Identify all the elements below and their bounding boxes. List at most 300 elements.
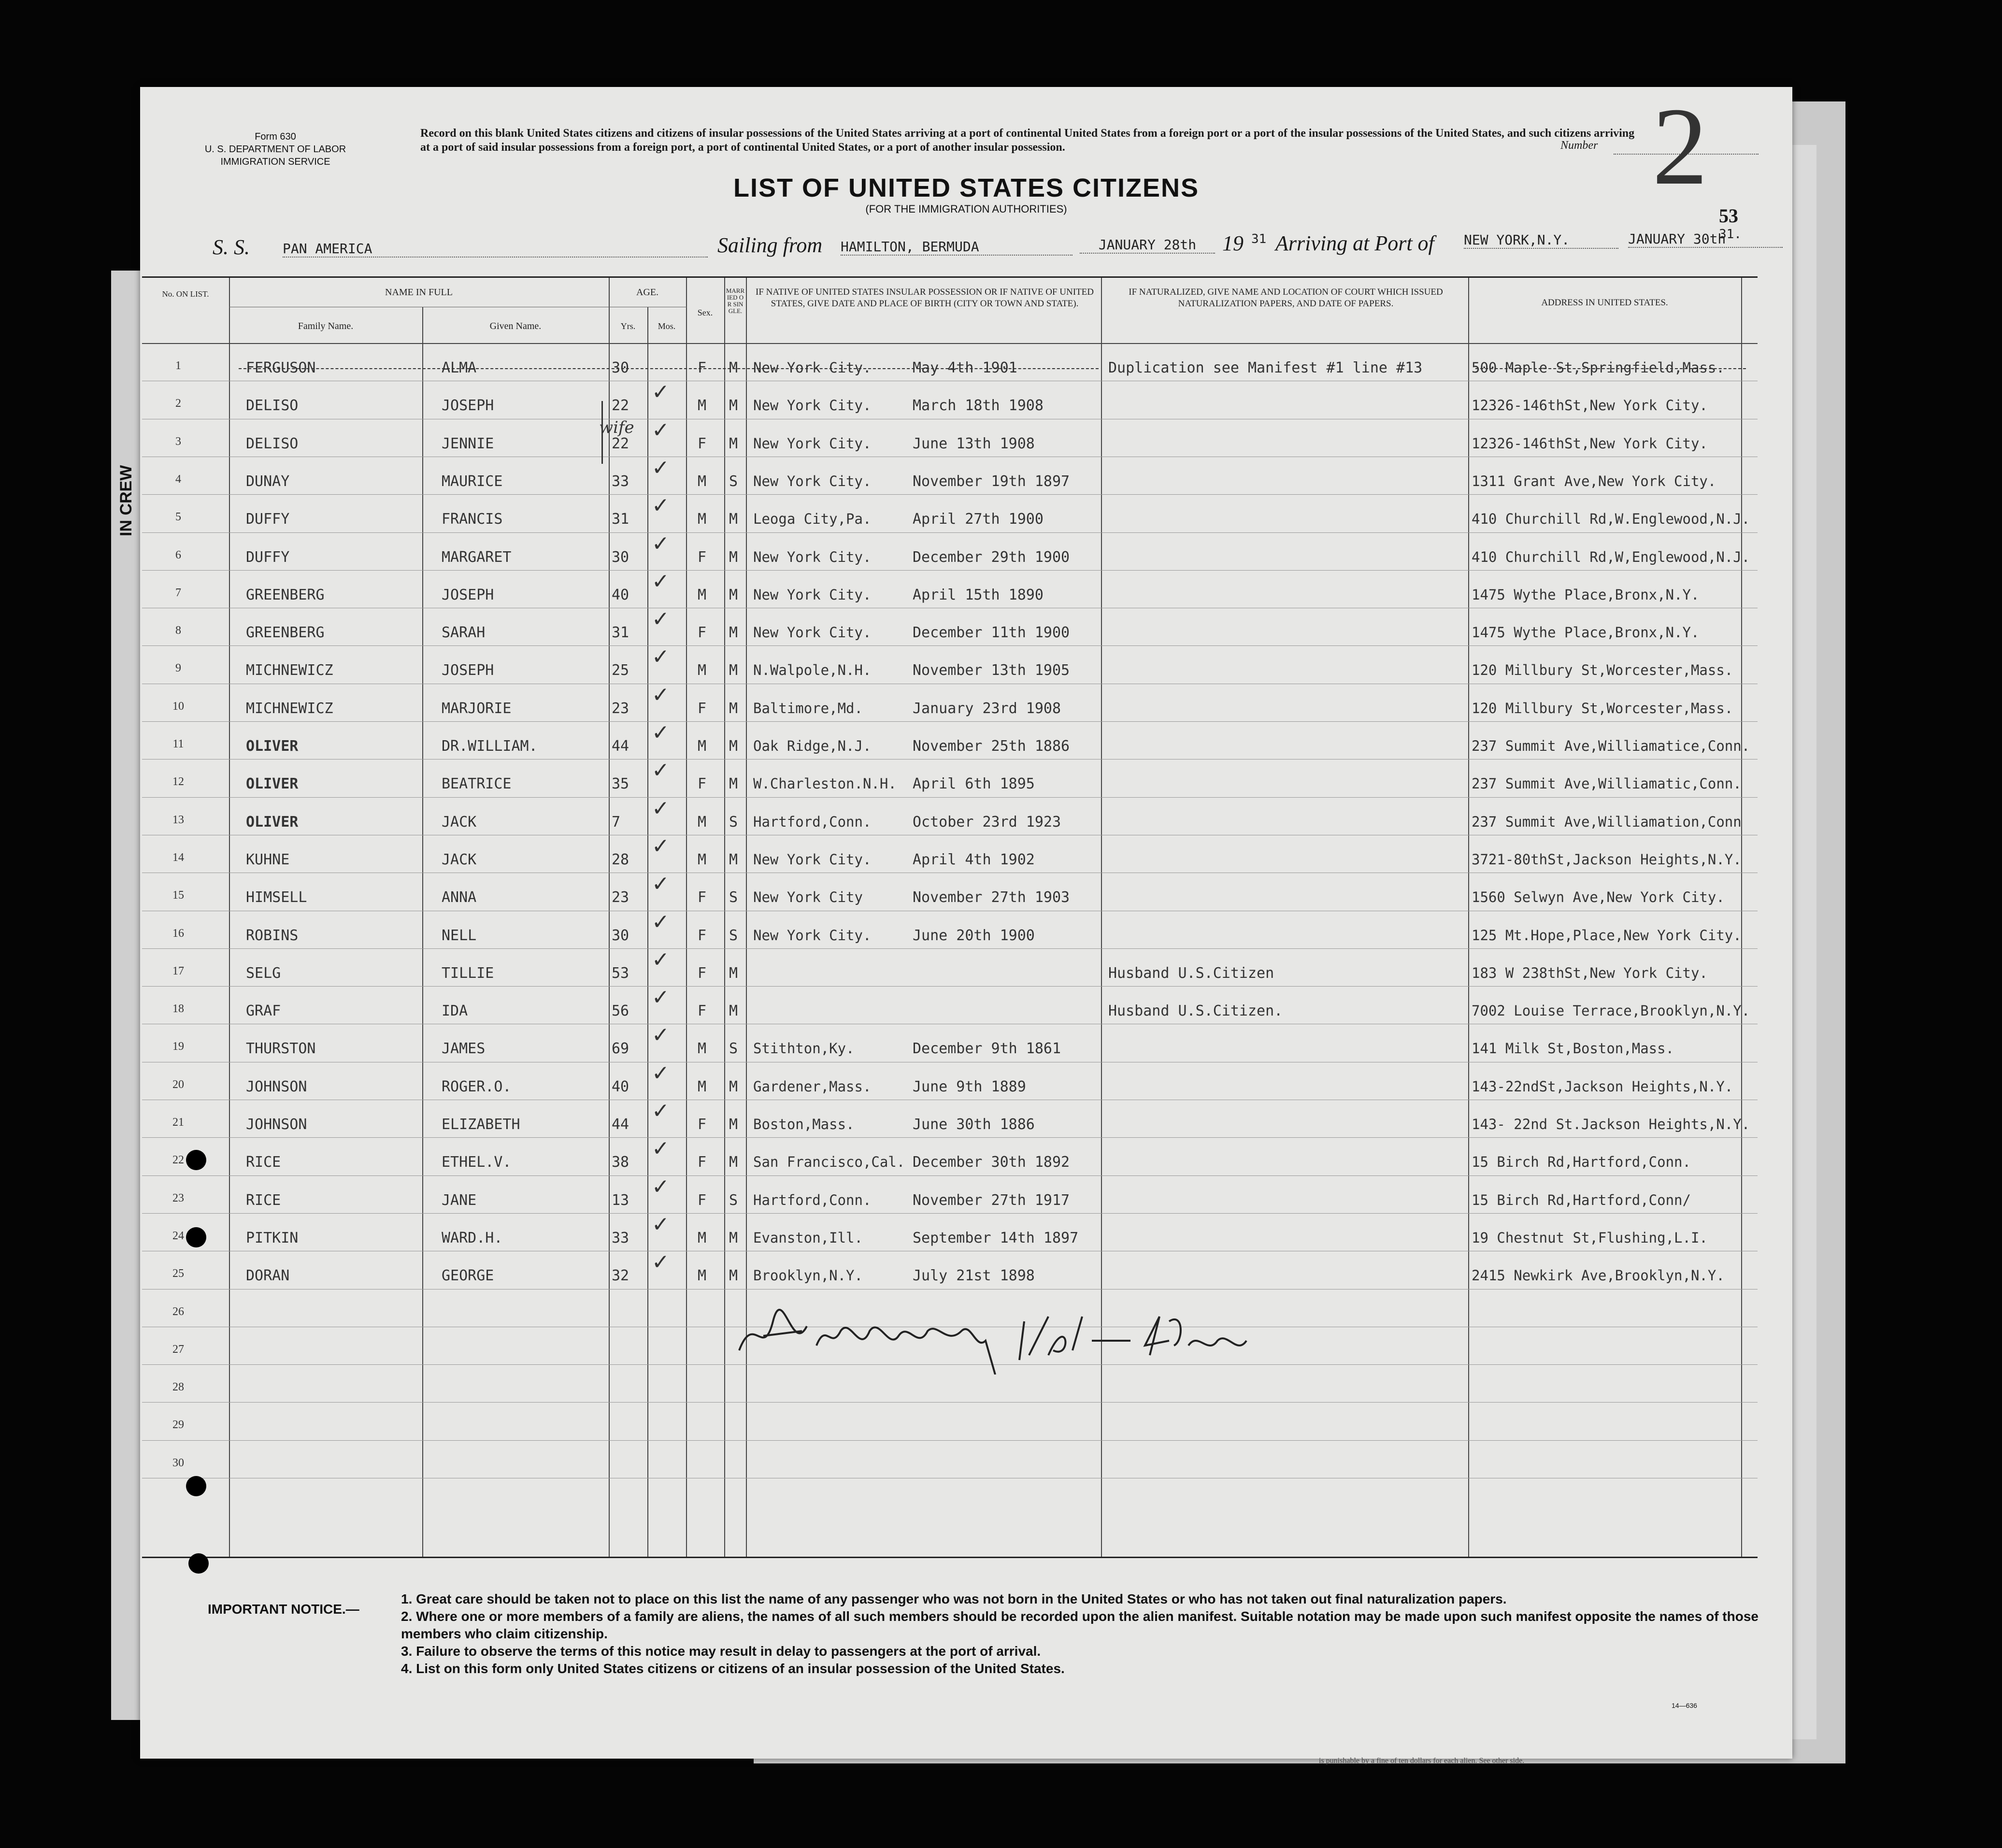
birth-date: April 27th 1900 [913,511,1044,528]
age-years: 23 [612,889,629,906]
age-years: 56 [612,1003,629,1020]
age-years: 33 [612,473,629,490]
birth-place: New York City. [753,397,872,414]
given-name: GEORGE [442,1267,494,1285]
row-number: 11 [172,738,184,750]
check-mark: ✓ [652,493,670,518]
family-name: GRAF [246,1003,281,1020]
notice-item-3: 3. Failure to observe the terms of this notice may result in delay to passengers at the port of arrival. [401,1644,1041,1659]
sex: F [698,1116,707,1133]
family-name: MICHNEWICZ [246,700,333,717]
birth-date: April 6th 1895 [913,775,1035,793]
row-rule [142,494,1758,495]
family-name: OLIVER [246,738,299,755]
row-number: 12 [172,775,184,788]
marital-status: M [729,964,738,982]
birth-date: January 23rd 1908 [913,700,1061,717]
check-mark: ✓ [652,380,670,405]
row-rule [142,1137,1758,1138]
row-number: 5 [175,511,181,524]
given-name: MARJORIE [442,700,512,717]
bracket-mark [601,401,606,464]
signature-text [734,1302,742,1303]
age-years: 30 [612,359,629,376]
col-married: MARRIED OR SINGLE. [726,287,745,315]
sex: M [698,397,707,415]
address: 12326-146thSt,New York City. [1472,397,1708,414]
marital-status: M [729,624,738,642]
age-years: 31 [612,511,629,528]
col-given-name: Given Name. [489,321,542,331]
sex: M [698,662,707,679]
birth-date: November 19th 1897 [913,473,1070,490]
birth-place: Evanston,Ill. [753,1229,863,1246]
age-years: 13 [612,1191,629,1209]
notice-item-1: 1. Great care should be taken not to place on this list the name of any passenger who was not born in the United States or who has not taken out final naturalization papers. [401,1591,1507,1606]
row-number: 20 [172,1078,184,1091]
row-number: 18 [172,1003,184,1016]
check-mark: ✓ [652,758,670,783]
given-name: JACK [442,851,477,868]
family-name: RICE [246,1191,281,1209]
row-number: 2 [175,397,181,410]
row-rule [142,570,1758,571]
ss-label: S. S. [213,235,250,259]
wife-note: wife [599,418,634,437]
check-mark: ✓ [652,796,670,821]
birth-place: San Francisco,Cal. [753,1154,905,1171]
row-number: 30 [172,1456,184,1469]
age-years: 40 [612,1078,629,1095]
signature-scribble [734,1302,1266,1375]
marital-status: M [729,1229,738,1246]
row-number: 14 [172,851,184,864]
notice-list [401,1590,1783,1677]
family-name: DUFFY [246,548,290,566]
family-name: KUHNE [246,851,290,868]
col-sex: Sex. [697,308,713,317]
sailing-date: JANUARY 28th [1080,237,1215,254]
arriving-label: Arriving at Port of [1275,231,1434,255]
birth-place: Baltimore,Md. [753,700,863,716]
age-years: 25 [612,662,629,679]
given-name: ALMA [442,359,477,376]
sailing-year: 31 [1251,232,1267,246]
family-name: DELISO [246,435,299,452]
age-years: 28 [612,851,629,868]
birth-date: November 25th 1886 [913,738,1070,755]
family-name: ROBINS [246,927,299,944]
col-naturalized: IF NATURALIZED, GIVE NAME AND LOCATION OF COURT WHICH ISSUED NATURALIZATION PAPERS, AND DATE OF PAPERS. [1129,287,1443,309]
birth-date: June 20th 1900 [913,927,1035,944]
row-number: 25 [172,1267,184,1280]
row-number: 21 [172,1116,184,1129]
given-name: JOSEPH [442,586,494,603]
given-name: JENNIE [442,435,494,452]
address: 15 Birch Rd,Hartford,Conn/ [1472,1191,1691,1208]
age-years: 32 [612,1267,629,1285]
row-number: 6 [175,548,181,561]
col-name-in-full: NAME IN FULL [385,287,453,298]
check-mark: ✓ [652,607,670,632]
col-birth: IF NATIVE OF UNITED STATES INSULAR POSSESSION OR IF NATIVE OF UNITED STATES, GIVE DATE AND PLACE OF BIRTH (CITY OR TOWN AND STATE). [756,287,1094,309]
marital-status: S [729,1040,738,1058]
arrival-port: NEW YORK,N.Y. [1464,232,1618,249]
address: 19 Chestnut St,Flushing,L.I. [1472,1229,1708,1246]
strikethrough-line [1475,368,1746,369]
row-number: 4 [175,473,181,486]
punch-hole [186,1227,206,1247]
age-years: 69 [612,1040,629,1058]
sex: M [698,1040,707,1058]
given-name: JANE [442,1191,477,1209]
birth-date: December 29th 1900 [913,548,1070,566]
notice-heading: IMPORTANT NOTICE.— [208,1602,359,1617]
birth-place: W.Charleston.N.H. [753,775,897,792]
marital-status: M [729,1116,738,1133]
address: 3721-80thSt,Jackson Heights,N.Y. [1472,851,1742,868]
notice-item-2: 2. Where one or more members of a family are aliens, the names of all such members should be recorded upon the alien manifest. Suitable notation may be made upon such manifest opposite the names of those members who claim citizenship. [401,1609,1759,1641]
marital-status: S [729,927,738,944]
punch-hole [188,1553,209,1574]
sex: F [698,1003,707,1020]
row-number: 9 [175,662,181,675]
marital-status: M [729,1154,738,1171]
birth-place: New York City. [753,435,872,452]
birth-place: New York City. [753,586,872,603]
address: 1475 Wythe Place,Bronx,N.Y. [1472,586,1700,603]
given-name: TILLIE [442,964,494,982]
birth-date: December 11th 1900 [913,624,1070,642]
check-mark: ✓ [652,909,670,934]
address: 183 W 238thSt,New York City. [1472,964,1708,981]
check-mark: ✓ [652,682,670,707]
age-years: 35 [612,775,629,793]
birth-place: Gardener,Mass. [753,1078,872,1095]
row-rule [142,1440,1758,1441]
address: 1560 Selwyn Ave,New York City. [1472,889,1725,906]
row-number: 16 [172,927,184,940]
marital-status: M [729,397,738,415]
birth-date: October 23rd 1923 [913,813,1061,831]
family-name: PITKIN [246,1229,299,1246]
birth-place: Hartford,Conn. [753,813,872,830]
birth-date: November 13th 1905 [913,662,1070,679]
ship-name: PAN AMERICA [283,241,708,258]
manifest-page [140,85,1792,1765]
row-number: 24 [172,1229,184,1242]
check-mark: ✓ [652,455,670,480]
row-number: 22 [172,1154,184,1167]
given-name: MAURICE [442,473,503,490]
given-name: JOSEPH [442,662,494,679]
page-subtitle: (FOR THE IMMIGRATION AUTHORITIES) [865,203,1067,215]
row-rule [142,721,1758,722]
naturalization: Husband U.S.Citizen [1108,964,1274,982]
birth-date: April 15th 1890 [913,586,1044,603]
marital-status: M [729,1267,738,1285]
birth-date: May 4th 1901 [913,359,1017,376]
address: 143- 22nd St.Jackson Heights,N.Y. [1472,1116,1750,1132]
birth-date: June 30th 1886 [913,1116,1035,1133]
given-name: JAMES [442,1040,486,1058]
sex: F [698,624,707,642]
family-name: HIMSELL [246,889,307,906]
birth-place: New York City. [753,548,872,565]
check-mark: ✓ [652,1099,670,1123]
check-mark: ✓ [652,531,670,556]
naturalization: Husband U.S.Citizen. [1108,1003,1283,1020]
row-number: 8 [175,624,181,637]
given-name: ROGER.O. [442,1078,512,1095]
address: 15 Birch Rd,Hartford,Conn. [1472,1154,1691,1171]
address: 2415 Newkirk Ave,Brooklyn,N.Y. [1472,1267,1725,1284]
row-number: 1 [175,359,181,372]
row-number: 7 [175,586,181,599]
sex: M [698,473,707,490]
family-name: OLIVER [246,813,299,831]
birth-date: June 13th 1908 [913,435,1035,452]
marital-status: M [729,1003,738,1020]
row-rule [142,797,1758,798]
row-number: 13 [172,813,184,826]
sex: F [698,889,707,906]
address: 1311 Grant Ave,New York City. [1472,473,1716,489]
age-years: 31 [612,624,629,642]
marital-status: M [729,775,738,793]
marital-status: M [729,511,738,528]
notice-item-4: 4. List on this form only United States citizens or citizens of an insular possession of the United States. [401,1661,1065,1676]
address: 7002 Louise Terrace,Brooklyn,N.Y. [1472,1003,1750,1019]
family-name: JOHNSON [246,1116,307,1133]
address: 237 Summit Ave,Williamation,Conn [1472,813,1742,830]
family-name: FERGUSON [246,359,316,376]
family-name: DUNAY [246,473,290,490]
col-mos: Mos. [658,321,676,331]
birth-date: July 21st 1898 [913,1267,1035,1285]
sex: M [698,511,707,528]
row-number: 17 [172,964,184,977]
strikethrough-line [239,368,1099,369]
age-years: 22 [612,435,629,452]
family-name: DORAN [246,1267,290,1285]
family-name: GREENBERG [246,586,325,603]
row-rule [142,532,1758,533]
footer-text: is punishable by a fine of ten dollars for each alien. See other side. [1319,1757,1525,1765]
side-tab: IN CREW [117,465,135,536]
arrival-date: JANUARY 30th [1628,231,1783,248]
check-mark: ✓ [652,569,670,594]
age-years: 30 [612,548,629,566]
sex: M [698,1078,707,1095]
check-mark: ✓ [652,872,670,897]
birth-date: December 9th 1861 [913,1040,1061,1058]
check-mark: ✓ [652,985,670,1010]
check-mark: ✓ [652,645,670,670]
given-name: BEATRICE [442,775,512,793]
marital-status: M [729,738,738,755]
age-years: 38 [612,1154,629,1171]
family-name: SELG [246,964,281,982]
sailing-year-prefix: 19 [1222,231,1244,255]
sex: M [698,813,707,831]
inspector-signature [734,1302,1266,1376]
arrival-year: 31. [1719,227,1742,242]
address: 141 Milk St,Boston,Mass. [1472,1040,1674,1057]
marital-status: S [729,473,738,490]
check-mark: ✓ [652,1023,670,1048]
age-years: 7 [612,813,621,831]
row-rule [142,1213,1758,1214]
birth-place: New York City. [753,473,872,489]
marital-status: M [729,662,738,679]
check-mark: ✓ [652,1060,670,1086]
col-yrs: Yrs. [620,321,636,331]
birth-place: N.Walpole,N.H. [753,662,872,679]
address: 500 Maple St,Springfield,Mass. [1472,359,1725,376]
row-number: 15 [172,889,184,902]
col-family-name: Family Name. [298,321,354,331]
given-name: IDA [442,1003,468,1020]
sex: M [698,1267,707,1285]
sex: F [698,964,707,982]
number-label: Number [1560,139,1598,152]
check-mark: ✓ [652,1136,670,1161]
marital-status: S [729,813,738,831]
family-name: JOHNSON [246,1078,307,1095]
birth-date: December 30th 1892 [913,1154,1070,1171]
birth-place: Hartford,Conn. [753,1191,872,1208]
page-number: 53 [1719,205,1738,227]
punch-hole [186,1476,206,1496]
family-name: DUFFY [246,511,290,528]
age-years: 30 [612,927,629,944]
given-name: NELL [442,927,477,944]
given-name: SARAH [442,624,486,642]
family-name: THURSTON [246,1040,316,1058]
row-number: 23 [172,1191,184,1204]
row-number: 3 [175,435,181,448]
form-identifier: Form 630 U. S. DEPARTMENT OF LABOR IMMIGRATION SERVICE [204,131,346,167]
row-rule [142,948,1758,949]
marital-status: S [729,889,738,906]
age-years: 22 [612,397,629,415]
age-years: 44 [612,738,629,755]
marital-status: M [729,435,738,452]
age-years: 40 [612,586,629,603]
birth-place: Boston,Mass. [753,1116,855,1132]
check-mark: ✓ [652,1212,670,1237]
birth-date: March 18th 1908 [913,397,1044,415]
naturalization: Duplication see Manifest #1 line #13 [1108,359,1423,376]
given-name: ELIZABETH [442,1116,520,1133]
page-title: LIST OF UNITED STATES CITIZENS [733,173,1199,202]
birth-place: New York City [753,889,863,906]
given-name: JOSEPH [442,397,494,415]
given-name: JACK [442,813,477,831]
birth-date: November 27th 1903 [913,889,1070,906]
row-rule [142,1402,1758,1403]
age-years: 53 [612,964,629,982]
list-number: 2 [1652,85,1708,208]
row-number: 27 [172,1343,184,1356]
given-name: FRANCIS [442,511,503,528]
address: 120 Millbury St,Worcester,Mass. [1472,700,1733,716]
given-name: ETHEL.V. [442,1154,512,1171]
address: 143-22ndSt,Jackson Heights,N.Y. [1472,1078,1733,1095]
address: 125 Mt.Hope,Place,New York City. [1472,927,1742,944]
col-no: No. ON LIST. [162,289,209,299]
given-name: WARD.H. [442,1229,503,1246]
address: 120 Millbury St,Worcester,Mass. [1472,662,1733,679]
form-code: 14—636 [1672,1702,1697,1709]
age-years: 33 [612,1229,629,1246]
birth-place: Brooklyn,N.Y. [753,1267,863,1284]
family-name: DELISO [246,397,299,415]
address: 1475 Wythe Place,Bronx,N.Y. [1472,624,1700,641]
sailing-port: HAMILTON, BERMUDA [841,239,1072,256]
sex: F [698,1191,707,1209]
family-name: RICE [246,1154,281,1171]
sex: M [698,851,707,868]
address: 12326-146thSt,New York City. [1472,435,1708,452]
given-name: DR.WILLIAM. [442,738,538,755]
check-mark: ✓ [652,947,670,972]
address: 410 Churchill Rd,W.Englewood,N.J. [1472,511,1750,528]
row-number: 19 [172,1040,184,1053]
col-age: AGE. [636,287,659,298]
marital-status: M [729,586,738,603]
birth-date: November 27th 1917 [913,1191,1070,1209]
address: 237 Summit Ave,Williamatice,Conn. [1472,738,1750,754]
sailing-label: Sailing from [717,233,823,257]
row-number: 29 [172,1418,184,1432]
birth-place: Leoga City,Pa. [753,511,872,528]
address: 410 Churchill Rd,W,Englewood,N.J. [1472,548,1750,565]
marital-status: M [729,1078,738,1095]
row-number: 10 [172,700,184,713]
check-mark: ✓ [652,1174,670,1199]
given-name: ANNA [442,889,477,906]
sex: F [698,435,707,452]
row-rule [142,986,1758,987]
sex: M [698,586,707,603]
sex: F [698,700,707,717]
sex: F [698,548,707,566]
family-name: OLIVER [246,775,299,793]
sex: M [698,1229,707,1246]
sex: F [698,1154,707,1171]
row-rule [142,645,1758,646]
row-number: 26 [172,1305,184,1318]
row-rule [142,1175,1758,1176]
age-years: 44 [612,1116,629,1133]
check-mark: ✓ [652,1250,670,1275]
sex: F [698,775,707,793]
marital-status: M [729,548,738,566]
birth-place: Stithton,Ky. [753,1040,855,1057]
address: 237 Summit Ave,Williamatic,Conn. [1472,775,1742,792]
marital-status: M [729,700,738,717]
birth-place: New York City. [753,359,872,376]
birth-date: September 14th 1897 [913,1229,1079,1246]
marital-status: M [729,359,738,376]
birth-place: New York City. [753,927,872,944]
birth-date: April 4th 1902 [913,851,1035,868]
check-mark: ✓ [652,720,670,745]
punch-hole [186,1150,206,1170]
family-name: MICHNEWICZ [246,662,333,679]
